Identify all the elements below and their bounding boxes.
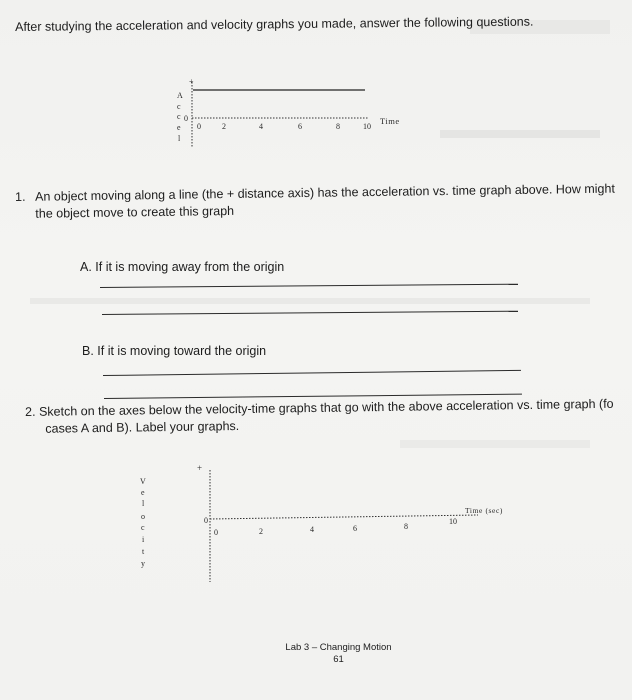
graph2-x-ticks <box>214 517 457 537</box>
question-1-part-a: A. If it is moving away from the origin <box>80 260 285 274</box>
graph1-x-axis-label: Time <box>380 116 400 126</box>
svg-text:A: A <box>177 91 183 100</box>
svg-text:V: V <box>140 477 146 486</box>
graph2-tick: 8 <box>404 522 408 531</box>
graph1-tick: 8 <box>336 122 340 131</box>
question-1-number: 1. <box>15 189 26 204</box>
question-1-part-b: B. If it is moving toward the origin <box>82 344 267 358</box>
graph2-tick: 4 <box>310 525 314 534</box>
question-1-text-line1: An object moving along a line (the + distance axis) has the acceleration vs. time graph above. How might <box>35 181 615 204</box>
svg-text:c: c <box>141 523 145 532</box>
question-2-text-line2: cases A and B). Label your graphs. <box>45 419 240 436</box>
graph2-tick: 10 <box>449 517 457 526</box>
graph2-x-axis <box>210 515 478 519</box>
graph1-tick: 2 <box>222 122 226 131</box>
graph2-tick: 2 <box>259 527 263 536</box>
intro-instructions: After studying the acceleration and velocity graphs you made, answer the following questions. <box>15 14 534 34</box>
graph1-origin-label: 0 <box>184 114 188 123</box>
graph1-tick: 10 <box>363 122 371 131</box>
svg-text:t: t <box>142 547 145 556</box>
acceleration-time-graph <box>160 72 430 152</box>
graph2-y-axis-label <box>140 477 146 568</box>
question-1-text-line2: the object move to create this graph <box>35 203 235 221</box>
svg-text:l: l <box>178 134 181 143</box>
velocity-time-graph[interactable] <box>140 458 540 588</box>
page-footer <box>0 642 632 666</box>
svg-text:c: c <box>177 102 181 111</box>
graph2-tick: 6 <box>353 524 357 533</box>
svg-text:l: l <box>142 499 145 508</box>
graph1-tick: 4 <box>259 122 263 131</box>
graph2-plus-sign: + <box>197 463 203 473</box>
graph2-origin-label: 0 <box>204 516 208 525</box>
question-2-text-line1: 2. Sketch on the axes below the velocity-time graphs that go with the above acceleration vs. time graph (fo <box>25 396 614 419</box>
svg-text:o: o <box>141 512 145 521</box>
svg-text:y: y <box>141 559 145 568</box>
graph1-plus-sign: + <box>189 77 194 86</box>
graph1-tick: 0 <box>197 122 201 131</box>
svg-text:e: e <box>177 123 181 132</box>
svg-text:c: c <box>177 112 181 121</box>
svg-text:i: i <box>142 535 145 544</box>
footer-title: Lab 3 – Changing Motion <box>285 642 392 653</box>
graph1-tick: 6 <box>298 122 302 131</box>
graph2-x-axis-label: Time (sec) <box>465 506 504 515</box>
svg-text:e: e <box>141 488 145 497</box>
graph1-y-axis-label <box>177 91 183 143</box>
graph2-tick: 0 <box>214 528 218 537</box>
graph1-x-ticks <box>197 122 371 131</box>
page-number: 61 <box>333 654 344 665</box>
